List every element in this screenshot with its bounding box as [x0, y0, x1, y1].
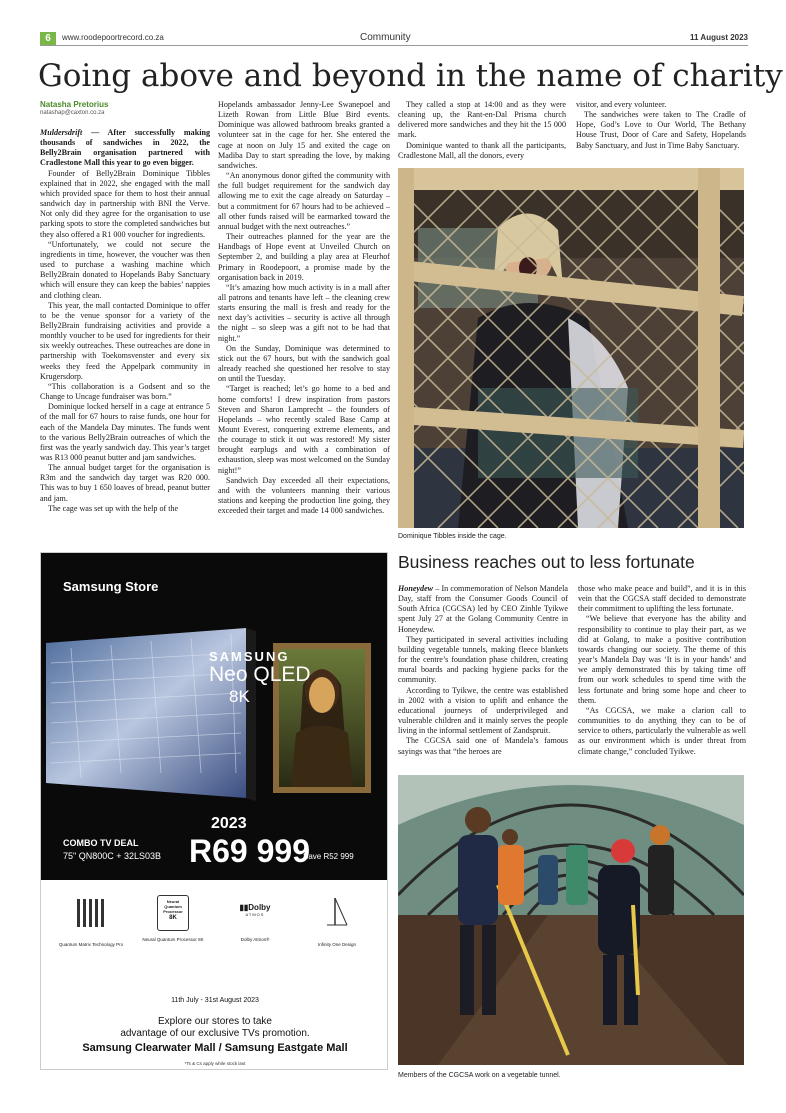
article-column-4 — [576, 100, 746, 151]
author-email[interactable]: natashap@caxton.co.za — [40, 110, 105, 116]
article-paragraph: those who make peace and build”, and it is in this vein that the CGCSA staff decided to demonstrate their commitment to uplifting the less fortunate. — [578, 584, 746, 614]
cage-photo-caption: Dominique Tibbles inside the cage. — [398, 533, 507, 540]
article-paragraph: “It’s amazing how much activity is in a mall after all patrons and tenants have left – the cleaning crew starts ensuring the mall is fresh and ready for the next day’s activities – security is active all through the night – so sleep was a gift not to be had that night.” — [218, 282, 390, 343]
tunnel-photo — [398, 775, 744, 1065]
article2-column-2 — [578, 584, 746, 757]
feature-label: Quantum Matrix Technology Pro — [58, 942, 124, 947]
promotion-dates: 11th July - 31st August 2023 — [171, 997, 259, 1004]
article-column-1 — [40, 128, 210, 514]
tunnel-photo-caption: Members of the CGCSA work on a vegetable tunnel. — [398, 1072, 561, 1079]
tunnel-photo-illustration — [398, 775, 744, 1065]
article-paragraph: The CGCSA said one of Mandela’s famous sayings was that “the heroes are — [398, 736, 568, 756]
article-paragraph: According to Tyikwe, the centre was established in 2002 with a vision to uplift and enhance the educational journeys of underprivileged and vulnerable children and it mainly serves the people living in the informal settlement of Zandspruit. — [398, 685, 568, 736]
page-number: 6 — [40, 32, 56, 45]
terms-and-conditions: *Ts & Cs apply while stock last — [184, 1061, 246, 1066]
article-paragraph: “Unfortunately, we could not secure the ingredients in time, however, the voucher was then used to purchase a washing machine which Belly2Brain donated to Hopelands Baby Sanctuary which will ensure they can keep the babies’ nappies and clothing clean. — [40, 239, 210, 300]
promotion-text: Explore our stores to take advantage of our exclusive TVs promotion. — [120, 1016, 310, 1039]
section-label: Community — [360, 32, 411, 43]
samsung-advert[interactable] — [40, 552, 388, 1070]
feature-design — [297, 895, 377, 947]
feature-label: Dolby Atmos® — [240, 937, 270, 942]
article-paragraph: visitor, and every volunteer. — [576, 100, 667, 109]
article-paragraph: They participated in several activities including building vegetable tunnels, making fleece blankets for the centre’s foundation phase children, creating mural boards and packing hygiene packs for the community. — [398, 634, 568, 685]
feature-matrix — [51, 895, 131, 947]
article-paragraph: “As CGCSA, we make a clarion call to communities to do anything they can to be of service to others, particularly the vulnerable as well as our environment which is under threat from climate change,” concluded Tyikwe. — [578, 705, 746, 756]
article-column-2 — [218, 100, 390, 516]
feature-dolby — [215, 895, 295, 942]
article-paragraph: Founder of Belly2Brain Dominique Tibbles explained that in 2022, she engaged with the mall which provided space for them to host their annual sandwich day in partnership with BNI the Verve. Not only did they agree for the organisation to use parking spots to store the completed sandwiches but they also offered a R1 000 voucher for ingredients. — [40, 168, 210, 239]
article-paragraph: Sandwich Day exceeded all their expectations, and with the volunteers manning their various stations and keeping the production line going, they exceeded their target and made 14 000 sandwiches. — [218, 475, 390, 516]
feature-processor — [133, 895, 213, 942]
article-paragraph: Hopelands ambassador Jenny-Lee Swanepoel and Lizeth Rowan from Little Blue Bird events. Dominique was allowed bathroom breaks granted a volunteer sat in the cage for her. She entered the cage at noon on July 15 and exited the cage on Madiba Day to start spreading the love, by making sandwiches. — [218, 100, 390, 170]
dolby-atmos-icon: ▮▮Dolby ATMOS — [239, 903, 271, 917]
article-paragraph: “We believe that everyone has the ability and responsibility to continue to play their part, as we did at Golang, to make a positive contribution towards changing our society. The theme of this year’s Mandela Day was ‘It is in your hands’ and we amply demonstrated this by taking time off from our work schedules to spend time with the less fortunate and bring some hope and cheer to them. — [578, 614, 746, 705]
article-column-3 — [398, 100, 566, 161]
article-paragraph: Dominique wanted to thank all the participants, Cradlestone Mall, all the donors, every — [398, 140, 566, 160]
cage-photo-illustration — [398, 168, 744, 528]
article-paragraph: On the Sunday, Dominique was determined to stick out the 67 hours, but with the sandwich goal already reached she questioned her resolve to stay on until the Tuesday. — [218, 343, 390, 384]
advert-brand: SAMSUNG — [209, 649, 290, 664]
site-url[interactable]: www.roodepoortrecord.co.za — [62, 33, 164, 42]
article-paragraph: Dominique locked herself in a cage at entrance 5 of the mall for 67 hours to raise funds, one hour for each of the Mandela Day minutes. The funds went to the various Belly2Brain outreaches of which the first was the yearly sandwich day. This year’s target was R13 000 peanut butter and jam sandwiches. — [40, 402, 210, 462]
article-headline: Going above and beyond in the name of charity — [38, 58, 783, 94]
advert-resolution: 8K — [229, 687, 250, 706]
article2-column-1 — [398, 584, 568, 757]
issue-date: 11 August 2023 — [690, 33, 748, 42]
matrix-grid-icon — [75, 895, 107, 931]
article-paragraph: Their outreaches planned for the year are the Handbags of Hope event at Unveiled Church on September 2, and building a play area at Fleurhof Primary in Roodepoort, a promise made by the organisation back in 2019. — [218, 232, 390, 282]
advert-price: R69 999 — [189, 833, 310, 869]
advert-store-name: Samsung Store — [63, 579, 159, 594]
advert-model: Neo QLED — [209, 663, 311, 686]
article-paragraph: “Target is reached; let’s go home to a bed and home comforts! I drew inspiration from pastors Steven and Sharon Lamprecht – the founders of Hopelands – who recently scaled Base Camp at Mount Everest, conquering extreme elements, and the courage to stick it out was restored! My sister brought earplugs and with a combination of exhaustion, sleep was most welcomed on the Sunday night!” — [218, 384, 390, 475]
article-paragraph: The sandwiches were taken to The Cradle of Hope, God’s Love to Our World, The Bethany House Trust, Door of Care and Safety, Hopelands Baby Sanctuary, and Just in Time Baby Sanctuary. — [576, 110, 746, 150]
store-locations: Samsung Clearwater Mall / Samsung Eastgate Mall — [82, 1042, 348, 1054]
article-paragraph: The cage was set up with the help of the — [48, 503, 179, 513]
advert-deal-models: 75" QN800C + 32LS03B — [63, 851, 162, 861]
feature-label: Neural Quantum Processor 8K — [142, 937, 204, 942]
advert-year: 2023 — [211, 815, 247, 832]
cage-photo — [398, 168, 744, 528]
author-byline: Natasha Pretorius — [40, 100, 109, 109]
article-paragraph: “This collaboration is a Godsent and so the Change to Uncage fundraiser was born.” — [40, 381, 210, 402]
article2-lead: Honeydew – In commemoration of Nelson Mandela Day, staff from the Consumer Goods Council of South Africa (CGCSA) led by CEO Zinhle Tyikwe spent July 27 at the Golang Community Centre in Honeydew. — [398, 584, 568, 634]
article-lead: Muldersdrift — After successfully making thousands of sandwiches in 2022, the Belly2Brain organisation partnered with Cradlestone Mall this year to go even bigger. — [40, 128, 210, 168]
advert-saving: Save R52 999 — [303, 852, 354, 861]
article-paragraph: “An anonymous donor gifted the community with the full budget requirement for the sandwich day allowing me to exit the cage already on Saturday – but a commitment for 67 hours had to be achieved – all other funds raised will be earmarked toward the annual budget with the next outreaches.” — [218, 171, 390, 231]
page-header — [40, 32, 748, 46]
article-paragraph: The annual budget target for the organisation is R3m and the sandwich day target was R20 000. This was to buy 1 650 loaves of bread, peanut butter and jam. — [40, 463, 210, 503]
article-paragraph: They called a stop at 14:00 and as they were cleaning up, the Rant-en-Dal Prisma church delivered more sandwiches and they hit the 15 000 mark. — [398, 100, 566, 140]
feature-label: Infinity One Design — [317, 942, 357, 947]
article-paragraph: This year, the mall contacted Dominique to offer to be the venue sponsor for a variety of the Belly2Brain fundraising activities and provide a monthly voucher to be used for ingredients for their six weekly outreaches. These outreaches are done in partnership with Toekomsvenster and every six weeks they feed the Appelpark community in Krugersdorp. — [40, 300, 210, 381]
infinity-design-icon — [321, 895, 353, 931]
article2-headline: Business reaches out to less fortunate — [398, 552, 695, 572]
advert-deal-title: COMBO TV DEAL — [63, 838, 139, 848]
advert-banner — [41, 553, 388, 880]
processor-chip-icon: Neural Quantum Processor 8K — [157, 895, 189, 931]
